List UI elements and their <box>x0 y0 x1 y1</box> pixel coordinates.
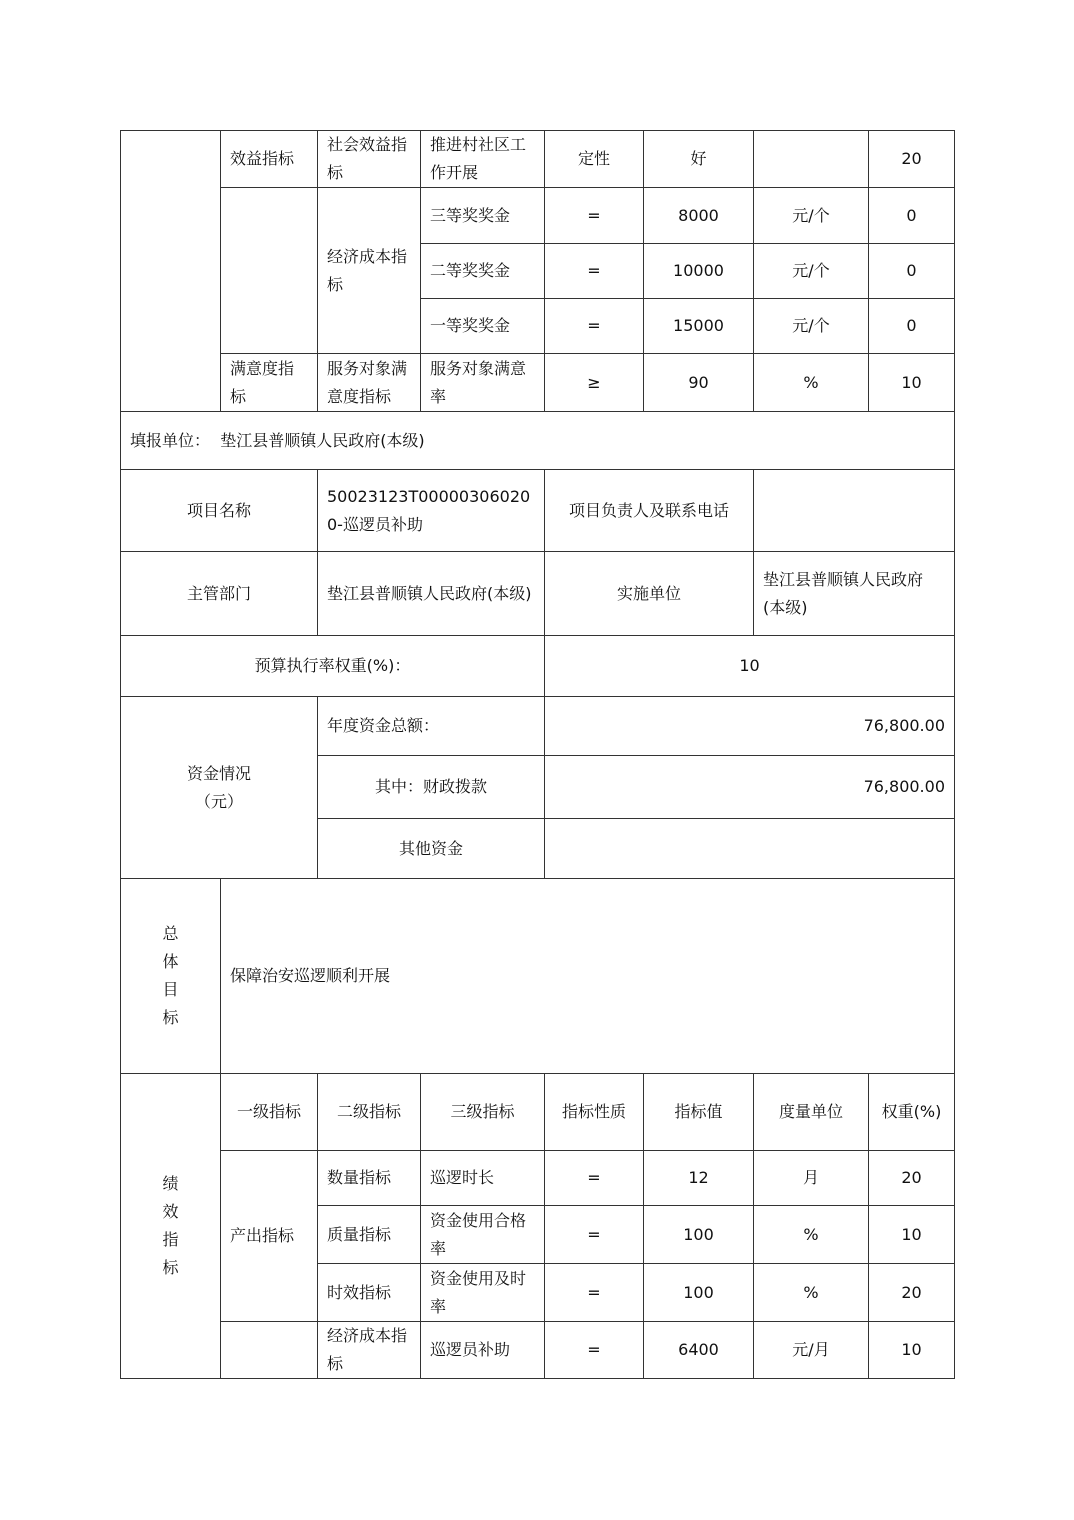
level2-indicator: 数量指标 <box>318 1151 421 1206</box>
level1-indicator: 满意度指标 <box>221 354 318 412</box>
perf-char: 标 <box>162 1258 179 1277</box>
level2-indicator: 服务对象满意度指标 <box>318 354 421 412</box>
indicator-nature: ≥ <box>545 354 644 412</box>
level3-indicator: 资金使用合格率 <box>421 1206 545 1264</box>
other-funds-label: 其他资金 <box>318 819 545 879</box>
budget-weight-value: 10 <box>545 636 955 697</box>
perf-indicator-label <box>121 1074 221 1379</box>
fiscal-value: 76,800.00 <box>545 756 955 819</box>
project-name-value: 50023123T000003060200-巡逻员补助 <box>318 470 545 552</box>
indicator-unit: % <box>754 1264 869 1322</box>
funds-label-line2: （元） <box>194 791 243 811</box>
dept-label: 主管部门 <box>121 552 318 636</box>
impl-unit-label: 实施单位 <box>545 552 754 636</box>
indicator-nature: 定性 <box>545 131 644 188</box>
level3-indicator: 资金使用及时率 <box>421 1264 545 1322</box>
output-indicator-label: 产出指标 <box>221 1151 318 1322</box>
blank-left-cell <box>121 131 221 412</box>
level1-indicator: 效益指标 <box>221 131 318 188</box>
indicator-weight: 0 <box>869 188 955 244</box>
indicator-nature: = <box>545 188 644 244</box>
indicator-unit: 元/个 <box>754 299 869 354</box>
indicator-weight: 10 <box>869 1322 955 1379</box>
level3-indicator: 服务对象满意率 <box>421 354 545 412</box>
indicator-nature: = <box>545 1322 644 1379</box>
header-level2: 二级指标 <box>318 1074 421 1151</box>
filler-unit-label: 填报单位： <box>130 430 211 450</box>
overall-goal-label <box>121 879 221 1074</box>
header-nature: 指标性质 <box>545 1074 644 1151</box>
project-name-label: 项目名称 <box>121 470 318 552</box>
goal-char: 标 <box>162 1008 179 1027</box>
level2-indicator: 经济成本指标 <box>318 1322 421 1379</box>
indicator-nature: = <box>545 1151 644 1206</box>
perf-char: 效 <box>162 1202 179 1221</box>
fiscal-label: 其中：财政拨款 <box>318 756 545 819</box>
indicator-value: 6400 <box>644 1322 754 1379</box>
funds-label-line1: 资金情况 <box>186 763 251 783</box>
indicator-unit <box>754 131 869 188</box>
indicator-unit: 元/个 <box>754 188 869 244</box>
perf-char: 指 <box>162 1230 179 1249</box>
level3-indicator: 巡逻时长 <box>421 1151 545 1206</box>
header-value: 指标值 <box>644 1074 754 1151</box>
level2-indicator: 质量指标 <box>318 1206 421 1264</box>
blank-level1-cell <box>221 188 318 354</box>
level3-indicator: 巡逻员补助 <box>421 1322 545 1379</box>
funds-label <box>121 697 318 879</box>
filler-unit-value: 垫江县普顺镇人民政府(本级) <box>220 430 425 450</box>
goal-char: 目 <box>162 980 179 999</box>
indicator-table-continued <box>120 130 955 412</box>
contact-label: 项目负责人及联系电话 <box>545 470 754 552</box>
other-funds-value <box>545 819 955 879</box>
level3-indicator: 推进村社区工作开展 <box>421 131 545 188</box>
annual-total-label: 年度资金总额： <box>318 697 545 756</box>
level3-indicator: 一等奖奖金 <box>421 299 545 354</box>
indicator-value: 100 <box>644 1206 754 1264</box>
indicator-value: 10000 <box>644 244 754 299</box>
indicator-unit: 月 <box>754 1151 869 1206</box>
indicator-weight: 20 <box>869 1151 955 1206</box>
indicator-weight: 0 <box>869 244 955 299</box>
indicator-value: 12 <box>644 1151 754 1206</box>
indicator-value: 15000 <box>644 299 754 354</box>
indicator-weight: 20 <box>869 131 955 188</box>
indicator-value: 8000 <box>644 188 754 244</box>
indicator-nature: = <box>545 1264 644 1322</box>
indicator-weight: 20 <box>869 1264 955 1322</box>
indicator-unit: % <box>754 354 869 412</box>
perf-char: 绩 <box>162 1174 179 1193</box>
goal-char: 总 <box>162 924 179 943</box>
budget-weight-label: 预算执行率权重(%)： <box>121 636 545 697</box>
goal-char: 体 <box>162 952 179 971</box>
filler-unit-row <box>121 412 955 470</box>
indicator-value: 好 <box>644 131 754 188</box>
impl-unit-value: 垫江县普顺镇人民政府(本级) <box>754 552 955 636</box>
contact-value <box>754 470 955 552</box>
indicator-unit: 元/个 <box>754 244 869 299</box>
header-level3: 三级指标 <box>421 1074 545 1151</box>
header-unit: 度量单位 <box>754 1074 869 1151</box>
level3-indicator: 二等奖奖金 <box>421 244 545 299</box>
level2-indicator: 经济成本指标 <box>318 188 421 354</box>
dept-value: 垫江县普顺镇人民政府(本级) <box>318 552 545 636</box>
indicator-value: 90 <box>644 354 754 412</box>
indicator-unit: 元/月 <box>754 1322 869 1379</box>
header-weight: 权重(%) <box>869 1074 955 1151</box>
overall-goal-text: 保障治安巡逻顺利开展 <box>221 879 955 1074</box>
indicator-weight: 10 <box>869 1206 955 1264</box>
indicator-value: 100 <box>644 1264 754 1322</box>
blank-level1-cell <box>221 1322 318 1379</box>
indicator-weight: 10 <box>869 354 955 412</box>
indicator-weight: 0 <box>869 299 955 354</box>
level3-indicator: 三等奖奖金 <box>421 188 545 244</box>
indicator-nature: = <box>545 299 644 354</box>
indicator-nature: = <box>545 1206 644 1264</box>
header-level1: 一级指标 <box>221 1074 318 1151</box>
indicator-unit: % <box>754 1206 869 1264</box>
level2-indicator: 时效指标 <box>318 1264 421 1322</box>
level2-indicator: 社会效益指标 <box>318 131 421 188</box>
project-form-table <box>120 411 955 1379</box>
annual-total-value: 76,800.00 <box>545 697 955 756</box>
indicator-nature: = <box>545 244 644 299</box>
